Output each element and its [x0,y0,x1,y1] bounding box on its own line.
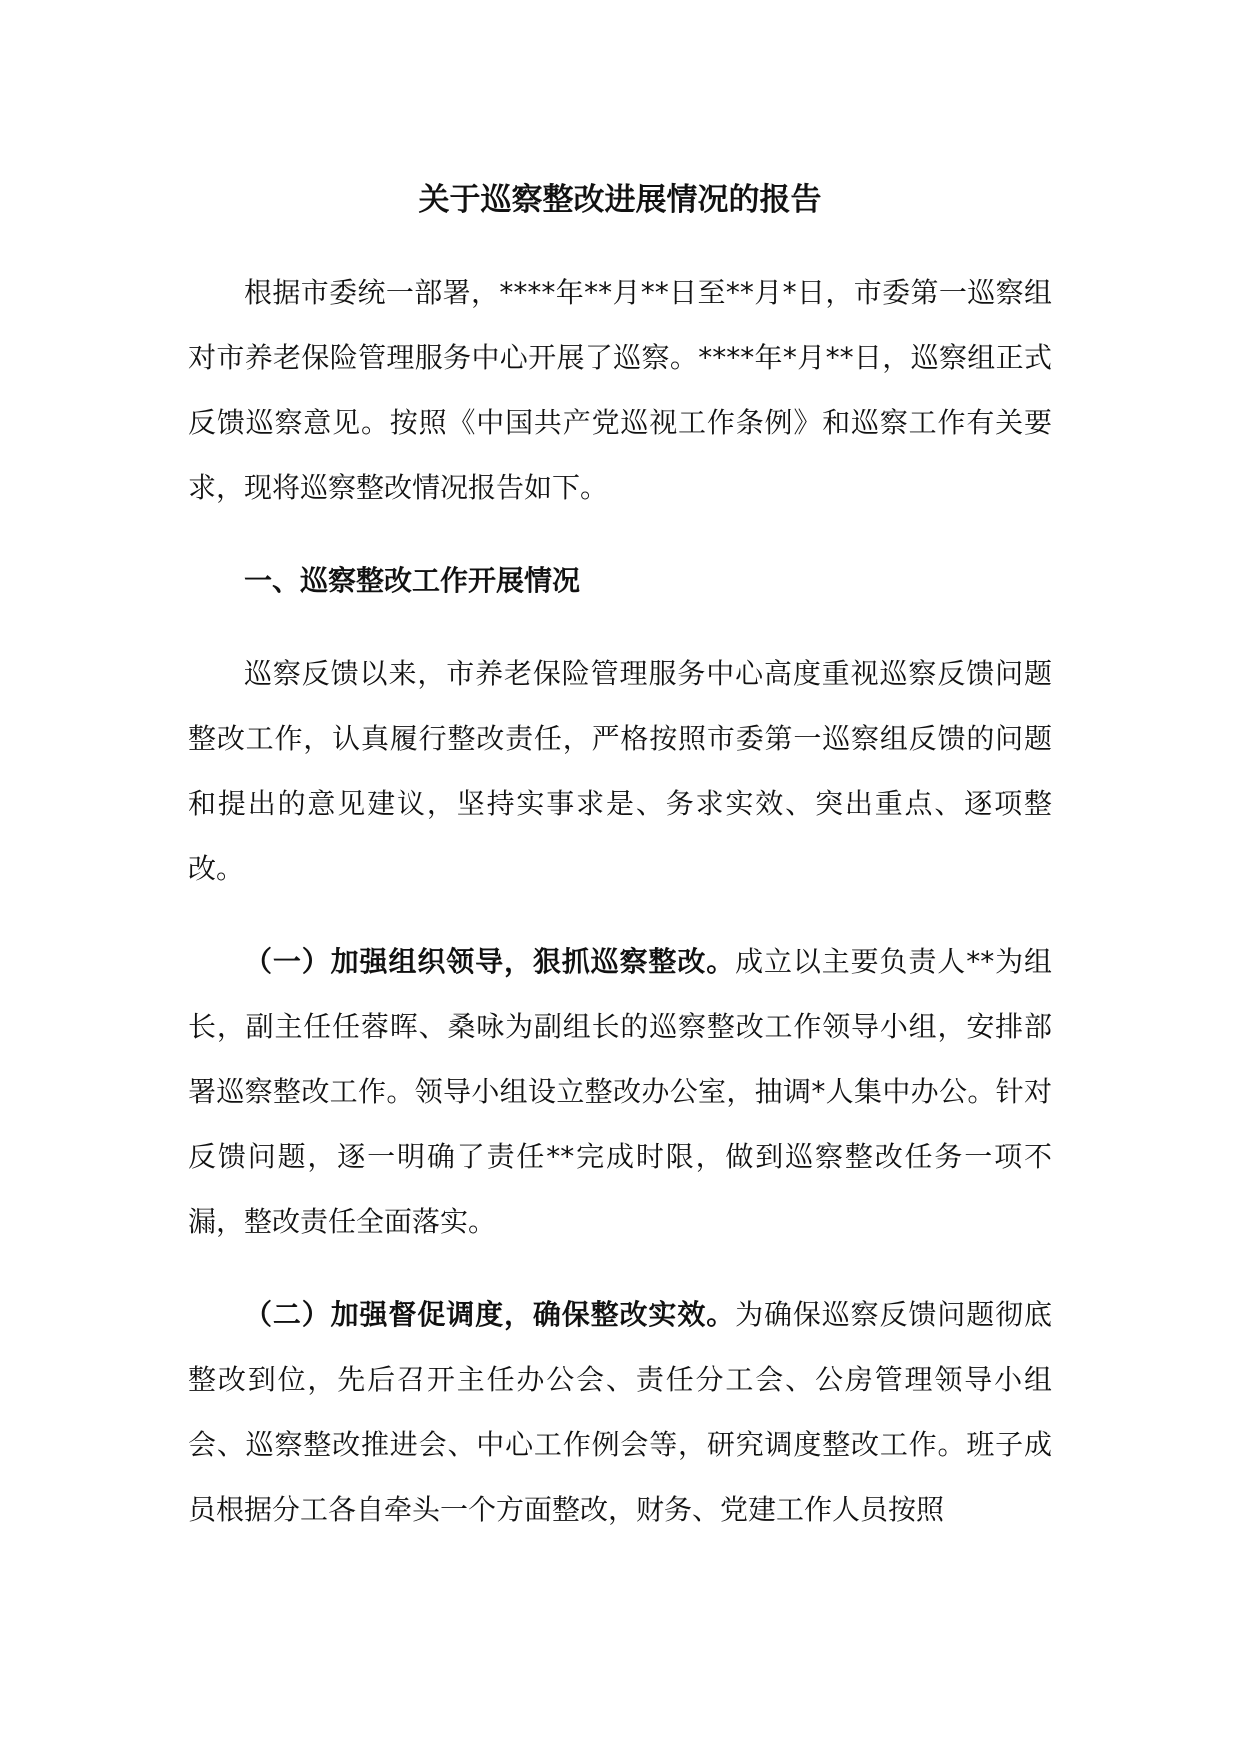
spacer [188,613,1052,641]
section-paragraph: 巡察反馈以来，市养老保险管理服务中心高度重视巡察反馈问题整改工作，认真履行整改责任，严格按照市委第一巡察组反馈的问题和提出的意见建议，坚持实事求是、务求实效、突出重点、逐项整改。 [188,657,1052,885]
item-lead-1: （一）加强组织领导，狠抓巡察整改。 [244,945,736,978]
intro-paragraph: 根据市委统一部署，****年**月**日至**月*日，市委第一巡察组对市养老保险管理服务中心开展了巡察。****年*月**日，巡察组正式反馈巡察意见。按照《中国共产党巡视工作条例》和巡察工作有关要求，现将巡察整改情况报告如下。 [188,276,1052,504]
spacer [188,901,1052,929]
spacer [188,1254,1052,1282]
item-text-1: 成立以主要负责人**为组长，副主任任蓉晖、桑咏为副组长的巡察整改工作领导小组，安排部署巡察整改工作。领导小组设立整改办公室，抽调*人集中办公。针对反馈问题，逐一明确了责任**完成时限，做到巡察整改任务一项不漏，整改责任全面落实。 [188,945,1052,1238]
document-page [188,170,1052,1542]
section-heading: 一、巡察整改工作开展情况 [244,564,581,597]
item-lead-2: （二）加强督促调度，确保整改实效。 [244,1298,736,1331]
spacer [188,520,1052,548]
document-title: 关于巡察整改进展情况的报告 [418,182,822,218]
item-paragraph-1 [188,929,1052,1254]
item-text-2: 为确保巡察反馈问题彻底整改到位，先后召开主任办公会、责任分工会、公房管理领导小组会、巡察整改推进会、中心工作例会等，研究调度整改工作。班子成员根据分工各自牵头一个方面整改，财务、党建工作人员按照 [188,1298,1052,1526]
item-paragraph-2 [188,1282,1052,1542]
